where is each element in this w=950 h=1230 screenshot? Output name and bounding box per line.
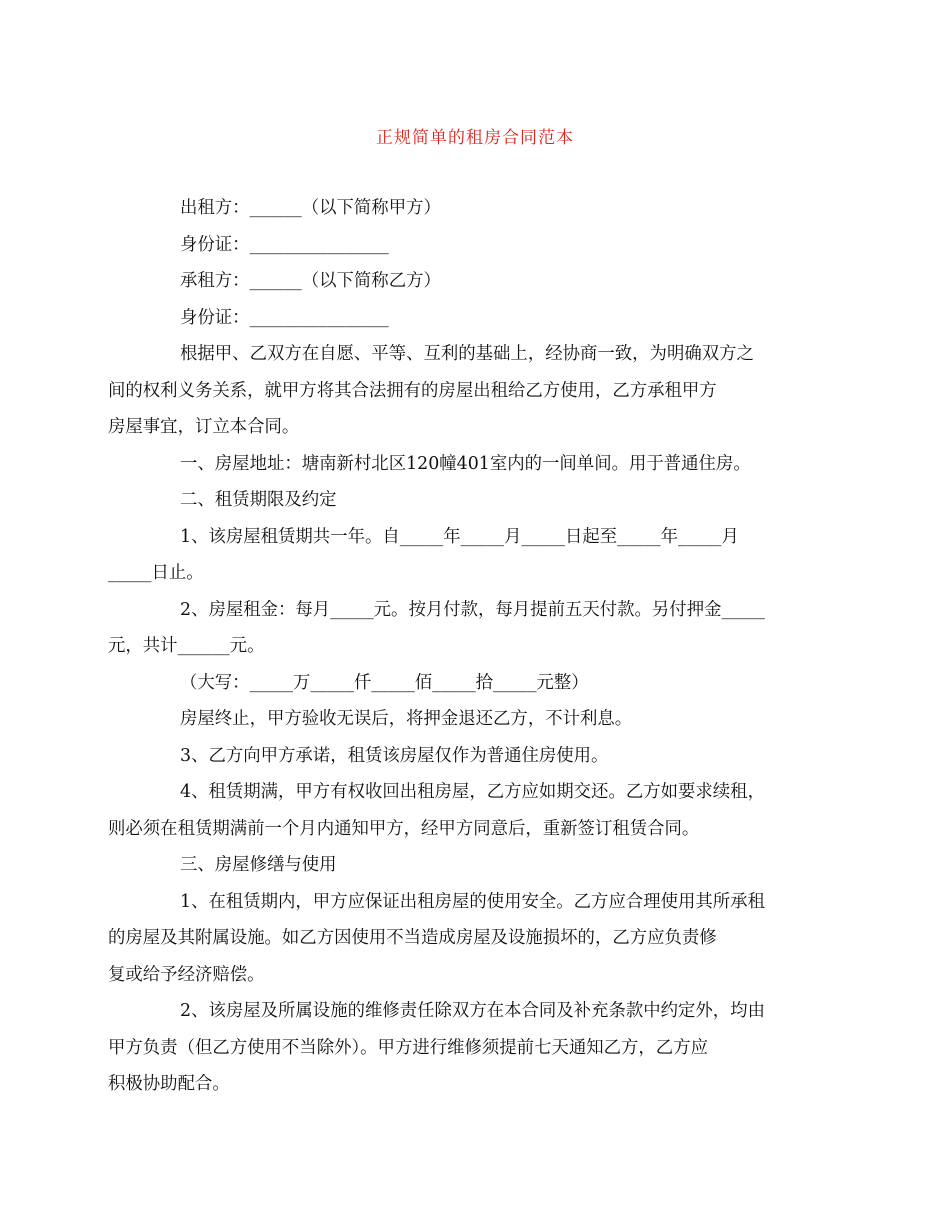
text-line: 复或给予经济赔偿。 [108,964,265,985]
text-line: 房屋终止，甲方验收无误后，将押金退还乙方，不计利息。 [180,709,633,729]
paragraph-lessee [144,263,812,300]
paragraph-renewal [108,774,812,847]
paragraph-deposit-return [144,701,812,738]
section-heading-repair [144,847,812,884]
text-line: 2、该房屋及所属设施的维修责任除双方在本合同及补充条款中约定外，均由 [180,1001,765,1021]
text-line: 4、租赁期满，甲方有权收回出租房屋，乙方应如期交还。乙方如要求续租， [180,782,765,802]
document-title: 正规简单的租房合同范本 [376,128,574,148]
text-line: 3、乙方向甲方承诺，租赁该房屋仅作为普通住房使用。 [180,745,609,766]
text-line: 承租方：______（以下简称乙方） [180,271,441,291]
text-line: 甲方负责（但乙方使用不当除外）。甲方进行维修须提前七天通知乙方，乙方应 [108,1037,708,1058]
paragraph-rent [108,592,812,665]
document-body [108,190,812,1103]
text-line: 房屋事宜，订立本合同。 [108,417,300,437]
text-line: （大写：_____万_____仟_____佰_____拾_____元整） [180,672,589,693]
paragraph-usage-promise [144,738,812,775]
text-line: 积极协助配合。 [108,1074,230,1094]
text-line: 的房屋及其附属设施。如乙方因使用不当造成房屋及设施损坏的，乙方应负责修 [108,928,717,948]
text-line: 一、房屋地址：塘南新村北区120幢401室内的一间单间。用于普通住房。 [180,453,751,474]
text-line: 三、房屋修缮与使用 [180,855,337,875]
text-line: _____日止。 [108,563,204,583]
paragraph-lessor-id [144,227,812,264]
paragraph-lessee-id [144,300,812,337]
paragraph-maintenance [108,993,812,1103]
section-heading-term [144,482,812,519]
paragraph-safety [108,884,812,994]
text-line: 1、该房屋租赁期共一年。自_____年_____月_____日起至_____年_____月 [180,526,739,547]
paragraph-preamble [108,336,812,446]
text-line: 身份证：________________ [180,234,389,255]
text-line: 根据甲、乙双方在自愿、平等、互利的基础上，经协商一致，为明确双方之 [180,344,754,364]
text-line: 间的权利义务关系，就甲方将其合法拥有的房屋出租给乙方使用，乙方承租甲方 [108,380,717,401]
paragraph-lessor [144,190,812,227]
text-line: 出租方：______（以下简称甲方） [180,198,441,218]
paragraph-address [144,446,812,483]
text-line: 身份证：________________ [180,307,389,328]
text-line: 二、租赁期限及约定 [180,490,337,510]
text-line: 元，共计______元。 [108,636,265,656]
text-line: 1、在租赁期内，甲方应保证出租房屋的使用安全。乙方应合理使用其所承租 [180,891,765,912]
text-line: 则必须在租赁期满前一个月内通知甲方，经甲方同意后，重新签订租赁合同。 [108,818,700,839]
paragraph-term-period [108,519,812,592]
text-line: 2、房屋租金：每月_____元。按月付款，每月提前五天付款。另付押金_____ [180,599,765,620]
paragraph-amount-in-words [144,665,812,702]
